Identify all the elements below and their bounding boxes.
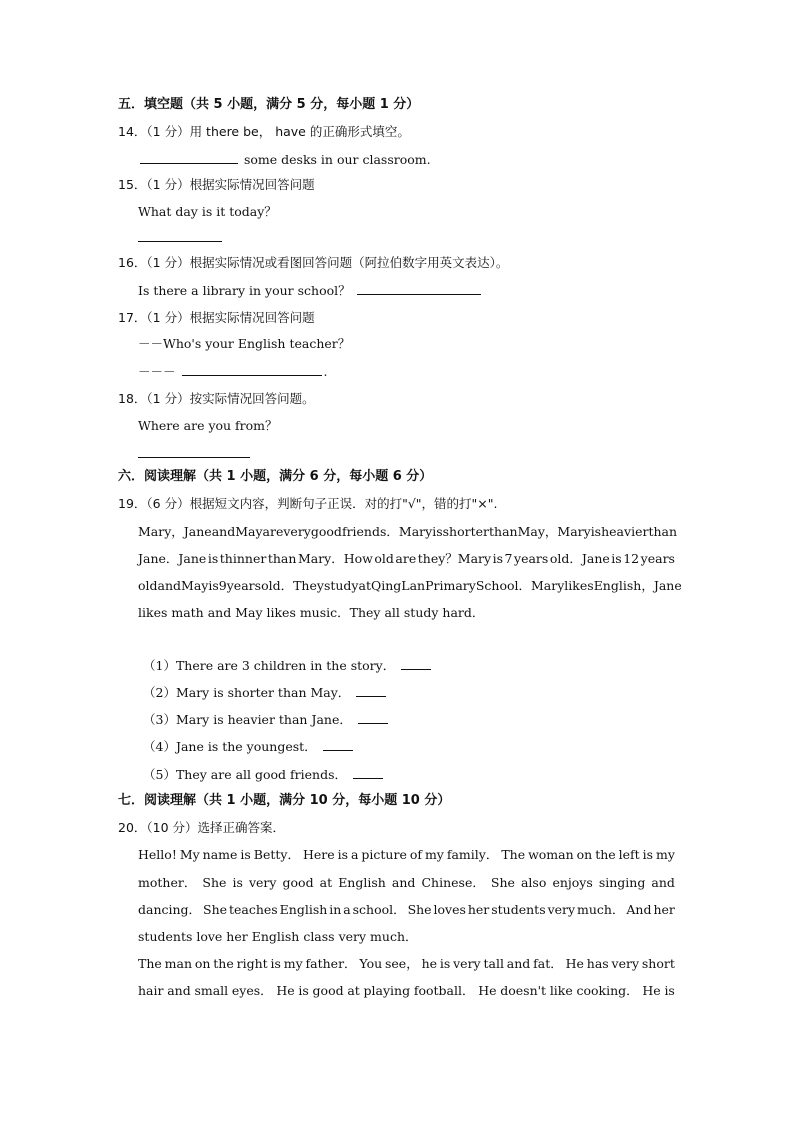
q15-stem: 15．（1 分）根据实际情况回答问题	[118, 177, 315, 192]
q19-passage-line: Jane．Jane is thinner than Mary．How old are they？Mary is 7 years old．Jane is 12 years	[138, 551, 675, 566]
answer-blank[interactable]	[358, 711, 388, 724]
section-5-title: 五．填空题（共 5 小题，满分 5 分，每小题 1 分）	[118, 97, 420, 112]
q14-line	[138, 151, 431, 168]
q20-passage-line: mother． She is very good at English and Chinese． She also enjoys singing and	[138, 875, 675, 890]
q17-answer-prefix: －－－	[138, 364, 176, 379]
q19-stem: 19．（6 分）根据短文内容，判断句子正误．对的打"√"，错的打"×".	[118, 496, 498, 511]
q14-sentence: some desks in our classroom.	[243, 152, 431, 167]
q17-answer-suffix: .	[323, 364, 328, 379]
q19-item-text: （1）There are 3 children in the story．	[143, 658, 396, 673]
answer-blank[interactable]	[323, 738, 353, 751]
q16-stem: 16．（1 分）根据实际情况或看图回答问题（阿拉伯数字用英文表达）。	[118, 255, 509, 270]
q19-passage-line: Mary，Jane and May are very good friends．Mary is shorter than May，Mary is heavier than	[138, 524, 678, 539]
section-7-title: 七．阅读理解（共 1 小题，满分 10 分，每小题 10 分）	[118, 793, 451, 808]
q19-item-text: （4）Jane is the youngest．	[143, 739, 317, 754]
q19-item-text: （2）Mary is shorter than May．	[143, 685, 351, 700]
answer-blank[interactable]	[357, 282, 481, 295]
q20-passage-line: students love her English class very much．	[138, 929, 418, 944]
q19-item	[143, 657, 433, 674]
q19-item	[143, 766, 385, 783]
q15-question: What day is it today？	[138, 204, 277, 219]
q19-item	[143, 711, 390, 728]
q16-question: Is there a library in your school？	[138, 283, 351, 298]
q14-stem: 14．（1 分）用 there be， have 的正确形式填空。	[118, 124, 410, 139]
q20-passage-line: The man on the right is my father． You see， he is very tall and fat． He has very short	[138, 956, 675, 971]
q20-stem: 20．（10 分）选择正确答案．	[118, 820, 286, 835]
answer-blank[interactable]	[356, 684, 386, 697]
section-6-title: 六．阅读理解（共 1 小题，满分 6 分，每小题 6 分）	[118, 469, 433, 484]
q17-stem: 17．（1 分）根据实际情况回答问题	[118, 310, 315, 325]
q17-question: －－Who's your English teacher？	[138, 336, 351, 351]
q19-passage-line: likes math and May likes music．They all study hard．	[138, 605, 485, 620]
q19-passage-line: old and May is 9 years old．They study at Qing Lan Primary School．Mary likes English，Jane	[138, 578, 682, 593]
q20-passage-line: hair and small eyes． He is good at playing football． He doesn't like cooking． He is	[138, 983, 675, 998]
answer-blank[interactable]	[182, 363, 322, 376]
answer-blank[interactable]	[401, 657, 431, 670]
answer-blank[interactable]	[140, 151, 238, 164]
answer-blank[interactable]	[138, 457, 250, 458]
q19-item-text: （3）Mary is heavier than Jane．	[143, 712, 352, 727]
answer-blank[interactable]	[138, 241, 222, 242]
q18-question: Where are you from？	[138, 418, 278, 433]
answer-blank[interactable]	[353, 766, 383, 779]
q17-answer-line	[138, 363, 327, 380]
q18-stem: 18．（1 分）按实际情况回答问题。	[118, 391, 315, 406]
q19-item	[143, 738, 355, 755]
q20-passage-line: Hello! My name is Betty． Here is a picture of my family． The woman on the left is my	[138, 847, 675, 862]
q16-line	[138, 282, 483, 299]
q19-item	[143, 684, 388, 701]
q20-passage-line: dancing． She teaches English in a school． She loves her students very much． And her	[138, 902, 675, 917]
q19-item-text: （5）They are all good friends．	[143, 767, 347, 782]
